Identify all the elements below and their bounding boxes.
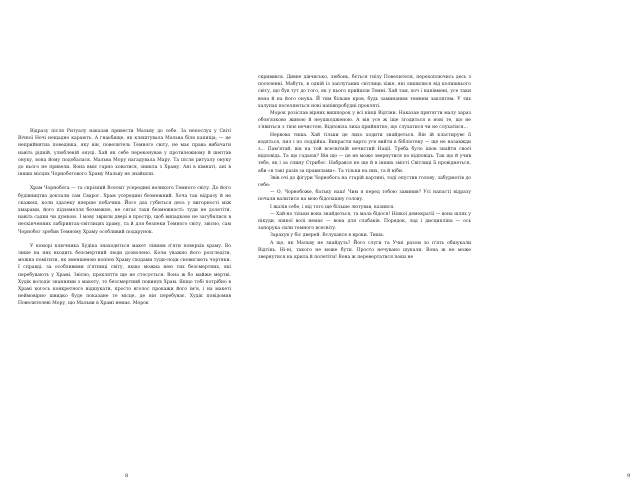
paragraph: І жалів себе, і від того ще більше лютував, казився. xyxy=(270,204,395,210)
paragraph: скривився. Дивне дівчисько, любонь, бється гнізу Повелителя, перехоплючись десь з поселенні. Мабуть, в одній із заплутаних світлиць хіже, які лишилися від колишнього світу, що був тут до того, як у нього прийшли Темні. Хай там, хоч і напівмені, усе таки вона й на його онука. Й тим більше кров, будь заминаним темним заклятям. У тих халупах поселяються нові напівпробудні прокляті. xyxy=(258,75,471,109)
paragraph: Морок розіслав вірних вишпорок у всі кінці Відтіни. Наказав притягти малу зараз обов'язково живою й неушкодженою. А він усе ж іще згодиться в нові те, що не з'явиться з тією нечистою. Відповіла лиха прийнятно, що слухатися чи не слухатися... xyxy=(258,111,471,131)
paragraph: А що, як Мальву не знайдуть? Його слуги та Учні разом зо п'ять обшукали Відтінь. Ні-ні, такого не може бути. Просто нечувано шукали. Вона ж не може звернутися на крила й полетіти! Вона ж перевертатися поки не xyxy=(258,240,471,261)
left-page xyxy=(0,0,250,500)
right-page-text xyxy=(258,74,471,261)
paragraph: Звів очі до фігури Чорнобога на старій картині, тоді опустив голову, забурмотів до себе: xyxy=(258,175,471,189)
left-page-text xyxy=(18,128,231,308)
paragraph: Нервова тиша. Хай тільки це лихо ходити знайдеться. Він ій кластирувє її вздяться, пил і по лоддійка. Викрасти варто усе вийти в бібліотеку — ще не назавжди з... Пам'ятай, він на той всесвітній нечистий Нації. Треба було ішов знайти своєї відповідь. Та що гадаєш? Він що — це не може звернутися по відповідь. Так що й учив тебе, як і за спину Стрибог. Набрався не ще й в інших змісті Світлиці її провіднеться, аби «в такі разів за правилами». Та тільки на них, та й ніби. xyxy=(258,132,471,174)
paragraph: У коморі ключника Худіка знаходиться макет ліниям п'яти поверхів храму. Во лише на них входить безсмертний люди дозволено. Коли уважно його розгледіти, можна помітити, як зменшеною копією Храму сходами туди-сюди сновигають чортяки. І справді, за особливими п'ятниці світу, якщо можна нею тих безсмертних, які перебувають у Храмі. Звісно, прокляття ще не стосується. Вона ж бо майже мертві. Худік володіє знаннями з макету, то безсмертний покинув Храм. Якщо тобі потрібно в Храмі когось конкретного відшукати, просто вголос прокажи його ім'я, і на макеті неймовірно швидко буде показане те місце, де він перебуває. Худік повідомив Повелителеві Мору, що Мальви в Храмі немає. Морок xyxy=(18,243,231,307)
page-number: 8 xyxy=(125,473,129,479)
paragraph: Зарахув у біс дверей. Вслухався в кроки. Тиша. xyxy=(270,233,385,239)
page-number: 9 xyxy=(627,473,630,479)
paragraph: — Хай-но тільки вона знайдеться, та мала бідося! Ніякої демократії — вона шлях у нікуди, ніякої волі немає — вона для слабаків. Порядок, лад і дисципліна — ось запорука сили темного всесвіту. xyxy=(258,211,471,232)
paragraph: Храм Чорнобога — та скрізний Всесвіт усередині великого Темного світу. До його будівництва доклали сам Сварог. Храм усередині безмежний. Хоча так відразу й не скажеш, коли здалеку вперше побачиш. Його дах губиться десь у вигорності між хмарами, його підземелля безмежне, не сягає тахи безмежності: туди не долетіти, навіть садки чи думкою. І мову зврили двері в простір, щоб випадково не загубилися в нескінченних лабіринтах-світлицях храму, та й для безпеки Темного світу, звісно, сам Чорнобог зробив Темному Храму особливий подарунок. xyxy=(18,186,231,235)
paragraph: — О, Чорнобоже, батьку наш! Чим я перед тобою завинив? Усі напасті відразу почали валитися на мою бідолашну голову. xyxy=(258,190,471,203)
paragraph: Відразу після Ритуалу наказав привести Мальву до себе. За непослух у Світі Вічної Ночі нещадно карають. А гнаьбище, як кляштувала Мальва біля капища, — це неприйнятна поведінка, яку він, повелитель Темного світу, не має права вибачати навіть рідній, улюбленій онуці. Хай як себе переконував у протилежному й шептав онуку, вона йому подобалася. Мальва Мору нагадувала Мару. Та після ритуалу онуку до нього не привели. Вона вміє гарно ховатися, зникла з Храму. Ані в кімнаті, ані в інших місцях Чорнобогового Храму Мальву не знайшли. xyxy=(18,129,231,178)
